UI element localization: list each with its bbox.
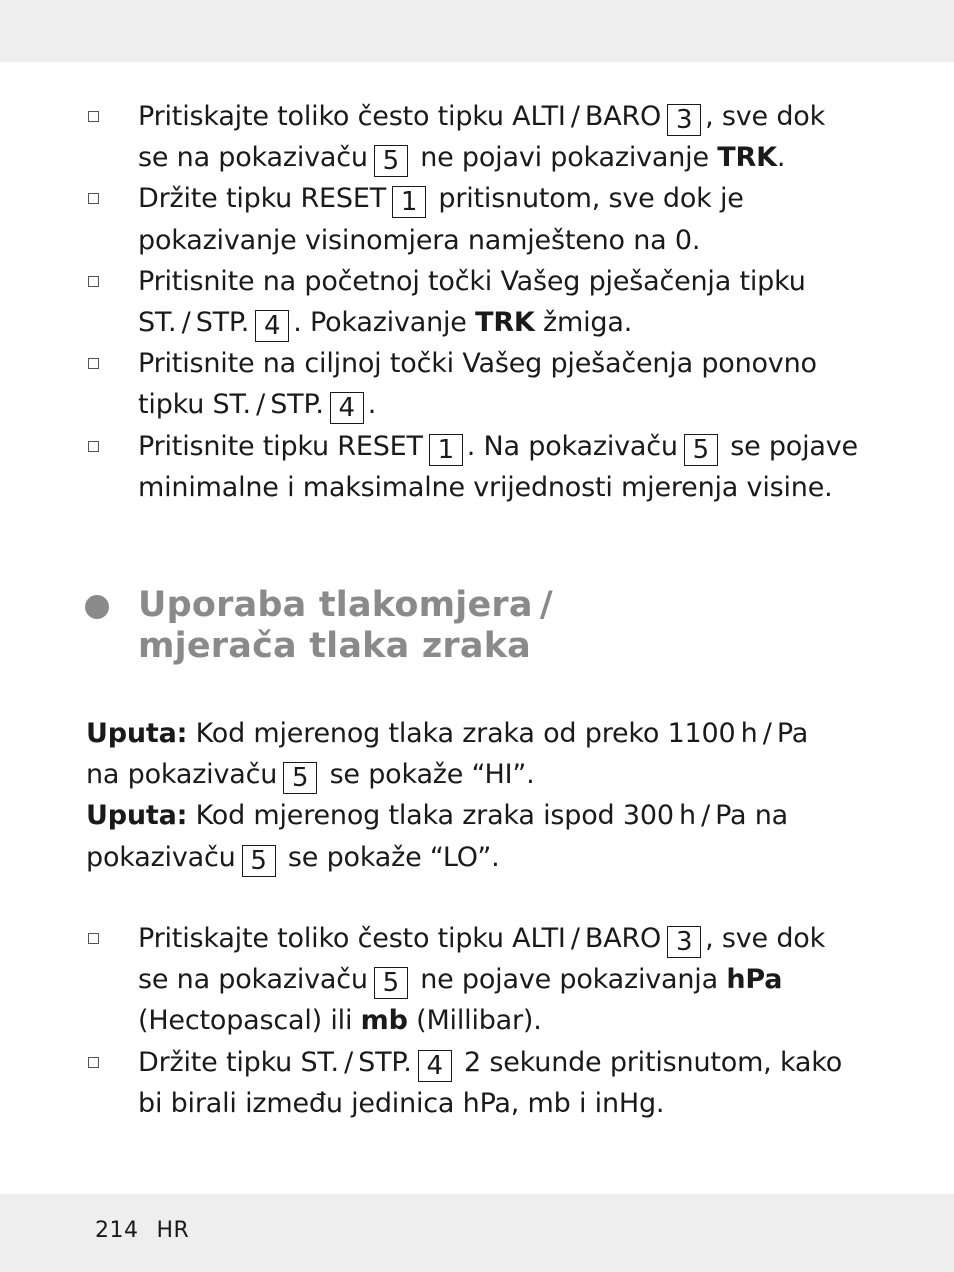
note-label: Uputa:	[86, 800, 188, 832]
list-item	[0, 426, 858, 508]
note-text: Kod mjerenog tlaka zraka od preko 1100 h / Pa na pokazivaču	[86, 718, 809, 791]
heading-line: mjerača tlaka zraka	[138, 626, 532, 666]
section-heading	[138, 585, 838, 667]
unit-code: hPa	[726, 964, 783, 996]
checkbox-bullet-icon	[88, 276, 99, 287]
checkbox-bullet-icon	[88, 111, 99, 122]
page-number: 214	[95, 1218, 139, 1243]
item-text: pritisnutom, sve dok je pokazivanje visinomjera namješteno na 0.	[138, 183, 744, 256]
item-text: ne pojavi pokazivanje	[420, 142, 709, 174]
ref-number: 5	[374, 145, 408, 177]
item-text: . Pokazivanje	[293, 307, 467, 339]
list-item	[0, 261, 858, 343]
page-footer	[95, 1218, 189, 1243]
item-text: Pritisnite na početnoj točki Vašeg pješačenja tipku ST. / STP.	[138, 265, 806, 339]
item-text: Držite tipku ST. / STP.	[138, 1046, 412, 1078]
instruction-list-altimeter	[0, 96, 954, 508]
note	[86, 795, 846, 877]
item-text: . Na pokazivaču	[466, 430, 678, 462]
list-item	[0, 178, 858, 260]
heading-line: Uporaba tlakomjera /	[138, 585, 553, 625]
display-code: TRK	[475, 307, 535, 339]
item-text: (Hectopascal) ili	[138, 1005, 353, 1037]
item-text: se pojave minimalne i maksimalne vrijednosti mjerenja visine.	[138, 430, 858, 503]
display-code: TRK	[717, 142, 777, 174]
ref-number: 1	[429, 434, 463, 466]
ref-number: 1	[392, 186, 426, 218]
notes-block	[86, 713, 846, 878]
ref-number: 5	[242, 845, 276, 877]
item-text: Pritisnite tipku RESET	[138, 430, 423, 462]
checkbox-bullet-icon	[88, 933, 99, 944]
item-text: žmiga.	[543, 307, 633, 339]
item-text: , sve dok se na pokazivaču	[138, 923, 826, 996]
ref-number: 4	[418, 1050, 452, 1082]
ref-number: 4	[330, 392, 364, 424]
note-text: se pokaže “HI”.	[329, 759, 535, 791]
list-item	[0, 1042, 858, 1124]
checkbox-bullet-icon	[88, 358, 99, 369]
item-text: , sve dok se na pokazivaču	[138, 101, 826, 174]
list-item	[0, 96, 858, 178]
list-item	[0, 343, 858, 425]
checkbox-bullet-icon	[88, 1057, 99, 1068]
item-text: Držite tipku RESET	[138, 183, 386, 215]
item-text: (Millibar).	[416, 1005, 542, 1037]
note-label: Uputa:	[86, 718, 188, 749]
ref-number: 4	[255, 310, 289, 342]
language-code: HR	[156, 1218, 190, 1243]
instruction-list-barometer	[0, 918, 954, 1124]
item-text: Pritisnite na ciljnoj točki Vašeg pješačenja ponovno tipku ST. / STP.	[138, 348, 817, 421]
ref-number: 3	[667, 104, 701, 136]
item-text: Pritiskajte toliko često tipku ALTI / BARO	[138, 101, 662, 132]
note	[86, 713, 846, 795]
unit-code: mb	[360, 1005, 408, 1037]
item-text: .	[367, 389, 377, 421]
ref-number: 5	[684, 434, 718, 466]
checkbox-bullet-icon	[88, 441, 99, 452]
ref-number: 5	[283, 762, 317, 794]
heading-bullet-icon	[85, 595, 109, 619]
item-text: .	[776, 142, 786, 174]
header-band	[0, 0, 954, 62]
note-text: Kod mjerenog tlaka zraka ispod 300 h / Pa na pokazivaču	[86, 800, 789, 873]
note-text: se pokaže “LO”.	[287, 841, 500, 873]
item-text: 2 sekunde pritisnutom, kako bi birali između jedinica hPa, mb i inHg.	[138, 1046, 843, 1119]
item-text: ne pojave pokazivanja	[420, 964, 718, 996]
ref-number: 3	[667, 926, 701, 958]
ref-number: 5	[374, 967, 408, 999]
list-item	[0, 918, 858, 1042]
checkbox-bullet-icon	[88, 193, 99, 204]
item-text: Pritiskajte toliko često tipku ALTI / BARO	[138, 923, 662, 954]
